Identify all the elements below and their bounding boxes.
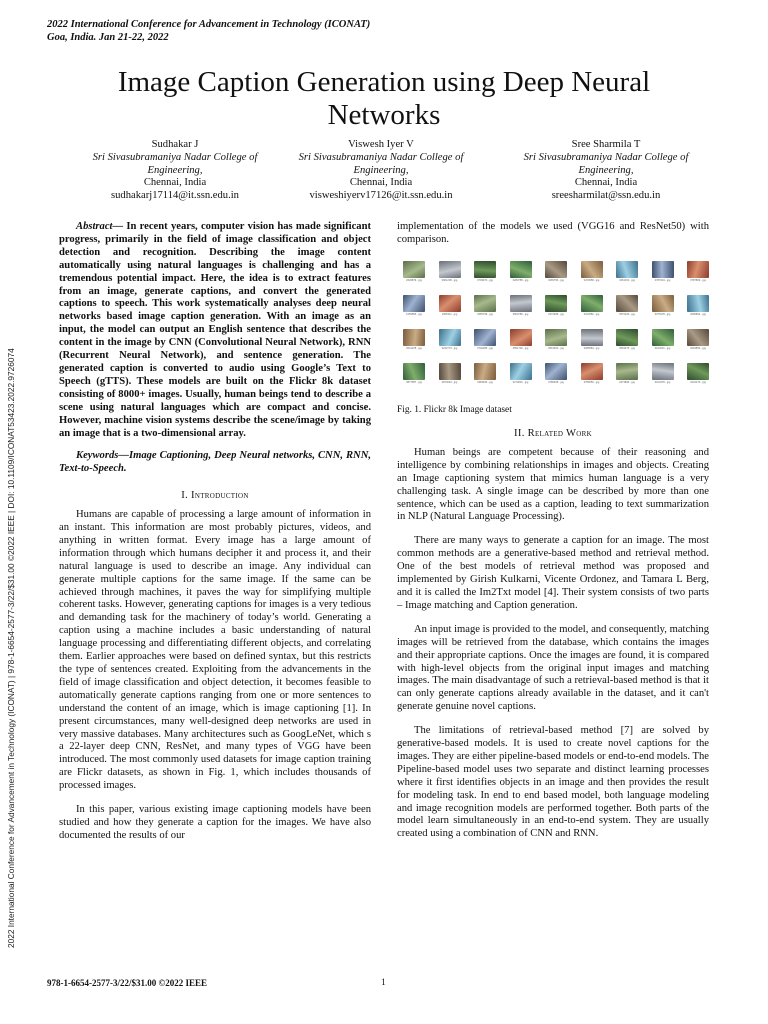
thumbnail-filename: 3613378...jpg [654,381,671,384]
thumbnail-filename: 3500780...jpg [512,313,529,316]
dataset-thumbnail [612,363,642,384]
author-affiliation: Sri Sivasubramaniya Nadar College of [298,151,464,163]
thumbnail-image [687,329,709,346]
thumbnail-image [545,363,567,380]
author-email: visweshiyerv17126@it.ssn.edu.in [309,190,453,202]
thumbnail-filename: 3519452...jpg [548,347,564,350]
author-email: sudhakarj17114@it.ssn.edu.in [111,190,239,202]
abstract [59,221,371,440]
thumbnail-image [687,295,709,312]
thumbnail-image [581,329,603,346]
thumbnail-filename: 3785650...jpg [583,381,600,384]
thumbnail-image [439,261,461,278]
dataset-thumbnail [399,261,429,282]
dataset-thumbnail [577,329,607,350]
thumbnail-filename: 3709970...jpg [477,279,493,282]
thumbnail-image [687,363,709,380]
thumbnail-image [439,329,461,346]
dataset-thumbnail [470,295,500,316]
dataset-thumbnail [648,295,678,316]
author-block [266,139,496,203]
thumbnail-image [652,363,674,380]
thumbnail-filename: 3702285...jpg [477,347,493,350]
thumbnail-image [581,295,603,312]
author-block [60,139,290,203]
author-affiliation-2: Engineering, [353,164,409,176]
dataset-thumbnail [506,329,536,350]
right-column-top [397,221,709,247]
side-doi-strip: 2022 International Conference for Advancement in Technology (ICONAT) | 978-1-6654-2577-3/22/$31.00 ©2022 IEEE | DOI: 10.1109/ICONAT53423.2022.9726074 [6,348,16,948]
intro-paragraph-2: In this paper, various existing image captioning models have been studied and how they generate a caption for the images. We have also documented the results of our [59,804,371,841]
thumbnail-image [545,329,567,346]
thumbnail-image [652,295,674,312]
conference-location: Goa, India. Jan 21-22, 2022 [47,31,169,43]
dataset-thumbnail [612,329,642,350]
author-name: Sree Sharmila T [571,139,641,150]
author-city: Chennai, India [143,177,207,189]
right-column [397,428,709,841]
thumbnail-filename: 3383932...jpg [477,381,493,384]
dataset-thumbnail [506,363,536,384]
dataset-thumbnail [577,295,607,316]
section-heading-related-work: II. Related Work [514,428,592,439]
author-affiliation: Sri Sivasubramaniya Nadar College of [523,151,689,163]
thumbnail-filename: 3096802...jpg [690,313,706,316]
thumbnail-filename: 1055895...jpg [406,313,422,316]
thumbnail-filename: 3877587...jpg [406,381,422,384]
dataset-thumbnail [399,363,429,384]
thumbnail-filename: 3787809...jpg [690,279,706,282]
thumbnail-image [652,261,674,278]
thumbnail-filename: 3461331...jpg [619,279,635,282]
thumbnail-image [581,261,603,278]
thumbnail-filename: 3563475...jpg [619,347,635,350]
dataset-thumbnail [683,261,713,282]
dataset-thumbnail [577,363,607,384]
dataset-thumbnail [541,261,571,282]
thumbnail-filename: 3104521...jpg [654,347,671,350]
conference-header [47,19,370,44]
thumbnail-image [652,329,674,346]
dataset-thumbnail [648,261,678,282]
related-paragraph-3: An input image is provided to the model, and consequently, matching images will be retrieved from the database, which contains the images and their appropriate captions. Once the images are found, it is compared with high-level objects from the original input images and matching images. The main disadvantage of such a retrieval-based method is that it can only generate captions already available in the dataset, and it can't generate genuine novel captions. [397,623,709,713]
thumbnail-image [474,329,496,346]
thumbnail-filename: 3075478...jpg [654,313,671,316]
thumbnail-image [474,295,496,312]
thumbnail-filename: 3242773...jpg [441,347,458,350]
thumbnail-filename: 3873294...jpg [441,381,458,384]
thumbnail-image [403,261,425,278]
thumbnail-filename: 3551702...jpg [512,347,529,350]
thumbnail-filename: 3286584...jpg [583,347,600,350]
thumbnail-image [616,363,638,380]
dataset-thumbnail [541,363,571,384]
figure-caption: Fig. 1. Flickr 8k Image dataset [397,405,512,415]
author-block [491,139,721,203]
thumbnail-image [439,363,461,380]
dataset-thumbnail [435,295,465,316]
thumbnail-image [510,295,532,312]
dataset-thumbnail [435,329,465,350]
dataset-thumbnail [470,261,500,282]
thumbnail-image [687,261,709,278]
author-affiliation-2: Engineering, [147,164,203,176]
thumbnail-filename: 1005311...jpg [441,313,458,316]
thumbnail-filename: 3094852...jpg [690,347,706,350]
thumbnail-filename: 3265766...jpg [548,279,564,282]
thumbnail-filename: 3473958...jpg [583,279,600,282]
footer-isbn: 978-1-6654-2577-3/22/$31.00 ©2022 IEEE [47,978,207,988]
thumbnail-image [474,363,496,380]
dataset-thumbnail [648,329,678,350]
thumbnail-filename: 3372489...jpg [548,313,564,316]
thumbnail-filename: 3786408...jpg [548,381,564,384]
thumbnail-image [616,261,638,278]
author-city: Chennai, India [574,177,638,189]
thumbnail-filename: 3265799...jpg [477,313,493,316]
dataset-thumbnail [506,261,536,282]
dataset-thumbnail [683,363,713,384]
author-city: Chennai, India [349,177,413,189]
thumbnail-filename: 3473896...jpg [619,381,635,384]
author-name: Viswesh Iyer V [348,139,414,150]
section-heading-introduction: I. Introduction [181,490,249,502]
dataset-thumbnail [470,329,500,350]
related-paragraph-2: There are many ways to generate a caption for an image. The most common methods are a generative-based method and retrieval method. One of the best models of retrieval method was proposed and implemented by Girish Kulkarni, Vicente Ordonez, and Tamara L Berg, and it is called the Im2Txt model [4]. Their system consists of two parts – Image matching and Caption generation. [397,535,709,611]
thumbnail-image [510,261,532,278]
paper-title: Image Caption Generation using Deep Neural Networks [117,66,651,131]
keywords-text: Image Captioning, Deep Neural networks, CNN, RNN, Text-to-Speech. [59,450,371,475]
flickr-dataset-figure [399,261,719,395]
dataset-thumbnail [577,261,607,282]
thumbnail-filename: 2646879...jpg [406,279,422,282]
dataset-thumbnail [541,329,571,350]
dataset-thumbnail [399,329,429,350]
thumbnail-image [403,363,425,380]
author-email: sreesharmilat@ssn.edu.in [551,190,661,202]
intro-paragraph: Humans are capable of processing a large amount of information in an instant. This information are most probably pictures, videos, and anything in written format. Every image has a large amount of information through which humans decipher it and process it, and their natural language is used to describe an image. Any individual can generate multiple captions for the same image. If the same can be achieved through machines, it paves the way for simplifying multiple coherent tasks. However, generating captions for images is a very tedious and demanding task for the machinery of today’s world. Generating a caption using a machine includes a basic understanding of natural language processing and differentiating different objects, and correlating them. Earlier approaches were based on defined syntax, but this restricts the type of sentences created. Exploiting from the advancements in the field of image classification and object detection, it becomes feasible to automatically generate captions ranging from one or more sentences to understand the content of an image, which is image captioning [1]. In present circumstances, many well-designed deep networks are used in very massive databases. Many architectures such as GoogLeNet, which s a 22-layer deep CNN, ResNet, and many types of VGG have been introduced. The most commonly used datasets for image caption training are Flickr datasets, as shown in Fig. 1, which includes thousands of processed images. [59,509,371,792]
dataset-thumbnail [683,295,713,316]
thumbnail-filename: 3274831...jpg [512,381,529,384]
thumbnail-image [616,329,638,346]
thumbnail-filename: 3787024...jpg [654,279,671,282]
dataset-thumbnail [648,363,678,384]
dataset-thumbnail [683,329,713,350]
author-affiliation-2: Engineering, [578,164,634,176]
dataset-thumbnail [435,363,465,384]
page-number: 1 [381,978,386,988]
thumbnail-filename: 3661238...jpg [441,279,458,282]
left-column [59,221,371,843]
conference-name: 2022 International Conference for Advancement in Technology (ICONAT) [47,19,371,30]
thumbnail-image [439,295,461,312]
thumbnail-image [616,295,638,312]
author-name: Sudhakar J [151,139,199,150]
continued-paragraph: implementation of the models we used (VGG16 and ResNet50) with comparison. [397,221,709,245]
thumbnail-filename: 3234270...jpg [690,381,706,384]
thumbnail-filename: 3641078...jpg [406,347,422,350]
thumbnail-image [545,261,567,278]
thumbnail-image [403,329,425,346]
thumbnail-image [510,363,532,380]
thumbnail-image [403,295,425,312]
abstract-text: In recent years, computer vision has made significant progress, primarily in the field of image classification and object detection and recognition. Describing the image content automatically using natural languages is challenging and has a tremendous potential impact. Here, the idea is to extract features from an image, generate captions, and convert the generated captions to speech. This work systematically analyses deep neural networks based image caption generation. With an image as an input, the model can output an English sentence that describes the content in the image by CNN (Convolutional Neural Network), RNN (Recurrent Neural Network), and sentence generation. The generated caption is converted to audio using Google’s Text to Speech (gTTS). These models are built on the Flickr 8k dataset consisting of 8000+ images. Usually, human beings tend to describe a scene using natural languages which are compact and concise. However, machine vision systems describe the scene/image by taking an image that is a two-dimensional array. [59,221,371,439]
related-paragraph-1: Human beings are competent because of their reasoning and intelligence by combining relationships in images and objects. Creating an Image captioning system that mimics human language is a very challenging task. A single image can be described by more than one sentence, which can be used as a caption, leading to text summarization in NLP (Natural Language Processing). [397,446,709,523]
thumbnail-filename: 3013582...jpg [583,313,600,316]
keywords-label: Keywords— [76,450,129,462]
thumbnail-filename: 3283785...jpg [512,279,529,282]
dataset-thumbnail [506,295,536,316]
thumbnail-image [581,363,603,380]
dataset-thumbnail [399,295,429,316]
author-affiliation: Sri Sivasubramaniya Nadar College of [92,151,258,163]
dataset-thumbnail [612,295,642,316]
related-paragraph-4: The limitations of retrieval-based method [7] are solved by generative-based models. It is used to create novel captions for the images. They are either pipeline-based models or end-to-end models. The Pipeline-based model uses two separate and distinct learning processes where it first identifies objects in an image and then provides the result for modeling task. In end to end based model, both language modeling and image recognition models are performed together. Both parts of the model learn simultaneously in an end-to-end system. They are usually created using a combination of CNN and RNN. [397,725,709,840]
dataset-thumbnail [612,261,642,282]
dataset-thumbnail [541,295,571,316]
dataset-thumbnail [470,363,500,384]
keywords [59,450,371,476]
thumbnail-image [474,261,496,278]
thumbnail-image [545,295,567,312]
thumbnail-image [510,329,532,346]
thumbnail-filename: 3570220...jpg [619,313,635,316]
abstract-label: Abstract— [76,221,124,232]
dataset-thumbnail [435,261,465,282]
